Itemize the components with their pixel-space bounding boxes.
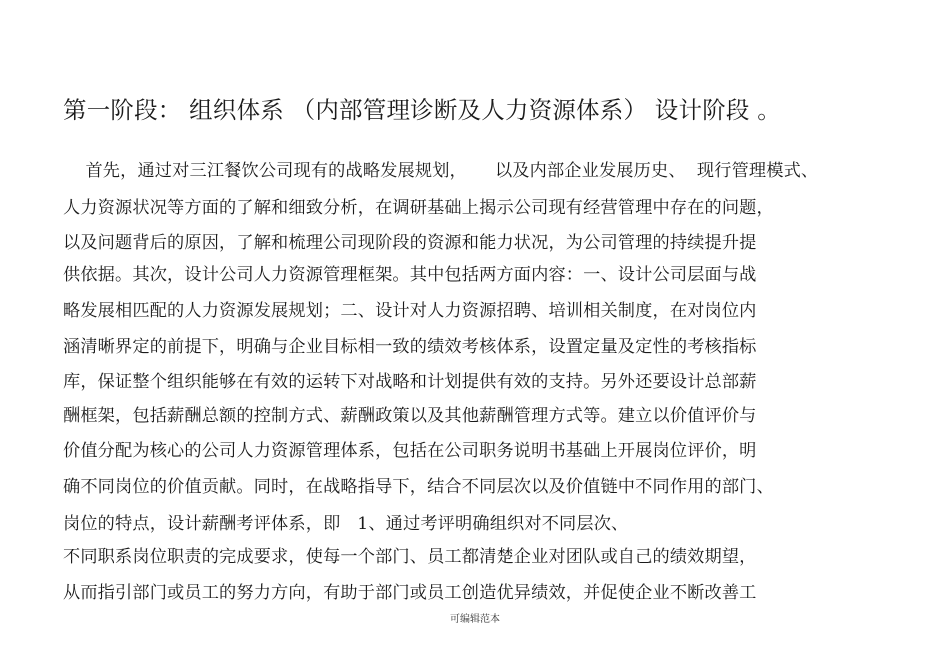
paragraph-line-12: 不同职系岗位职责的完成要求，使每一个部门、员工都清楚企业对团队或自己的绩效期望，: [63, 547, 757, 567]
paragraph-line-6: 涵清晰界定的前提下，明确与企业目标相一致的绩效考核体系，设置定量及定性的考核指标: [63, 337, 757, 357]
paragraph-line-13: 从而指引部门或员工的努力方向，有助于部门或员工创造优异绩效，并促使企业不断改善工: [63, 583, 757, 603]
section-heading: 第一阶段： 组织体系 （内部管理诊断及人力资源体系） 设计阶段 。: [63, 96, 781, 124]
paragraph-line-4: 供依据。其次，设计公司人力资源管理框架。其中包括两方面内容：一、设计公司层面与战: [63, 265, 757, 285]
paragraph-line-3: 以及问题背后的原因，了解和梳理公司现阶段的资源和能力状况，为公司管理的持续提升提: [63, 233, 757, 253]
paragraph-line-5: 略发展相匹配的人力资源发展规划；二、设计对人力资源招聘、培训相关制度，在对岗位内: [63, 301, 757, 321]
paragraph-line-10: 确不同岗位的价值贡献。同时，在战略指导下，结合不同层次以及价值链中不同作用的部门、: [63, 477, 774, 497]
paragraph-line-11: 岗位的特点，设计薪酬考评体系，即 1、通过考评明确组织对不同层次、: [63, 514, 629, 534]
paragraph-line-8: 酬框架，包括薪酬总额的控制方式、薪酬政策以及其他薪酬管理方式等。建立以价值评价与: [63, 406, 757, 426]
page-footer: 可编辑范本: [450, 614, 500, 625]
paragraph-line-9: 价值分配为核心的公司人力资源管理体系，包括在公司职务说明书基础上开展岗位评价，明: [63, 441, 757, 461]
paragraph-line-2: 人力资源状况等方面的了解和细致分析，在调研基础上揭示公司现有经营管理中存在的问题，: [63, 198, 774, 218]
paragraph-line-7: 库，保证整个组织能够在有效的运转下对战略和计划提供有效的支持。另外还要设计总部薪: [63, 372, 757, 392]
paragraph-line-1: 首先，通过对三江餐饮公司现有的战略发展规划， 以及内部企业发展历史、 现行管理模式、: [63, 161, 819, 181]
